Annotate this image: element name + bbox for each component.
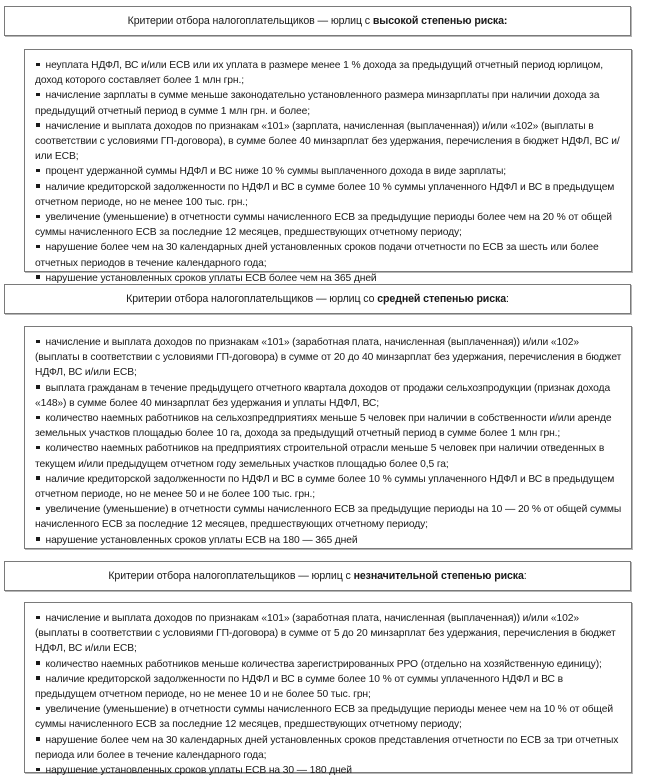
list-item: [35, 672, 623, 702]
bullet-icon: [36, 169, 40, 173]
bullet-icon: [36, 275, 40, 279]
list-item-text: начисление и выплата доходов по признакам «101» (заработная плата, начисленная (выплаченная)) и/или «102» (выплаты в соответствии с условиями ГП-договора) в сумме от 5 до 20 минзарплат без удержания, перечисления в бюджет НДФЛ, ВС и/или ЕСВ;: [35, 613, 616, 655]
bullet-icon: [36, 507, 40, 511]
list-item-text: наличие кредиторской задолженности по НДФЛ и ВС в сумме более 10 % суммы уплаченного НДФЛ и ВС в предыдущем отчетном периоде, но не менее 100 тыс. грн.;: [35, 181, 615, 208]
list-item-text: начисление зарплаты в сумме меньше законодательно установленного размера минзарплаты при наличии дохода за предыдущий отчетный период в сумме 1 млн грн. и более;: [35, 90, 600, 117]
list-item: [35, 502, 623, 532]
list-item-text: начисление и выплата доходов по признакам «101» (заработная плата, начисленная (выплаченная)) и/или «102» (выплаты в соответствии с условиями ГП-договора) в сумме от 20 до 40 минзарплат без удержания, перечисления в бюджет НДФЛ, ВС и/или ЕСВ;: [35, 337, 622, 379]
list-item: [35, 702, 623, 732]
list-item: [35, 180, 623, 210]
high-risk-header: [4, 6, 631, 36]
list-item: [35, 58, 623, 88]
bullet-icon: [36, 63, 40, 67]
medium-risk-criteria-list: [24, 326, 632, 549]
bullet-icon: [36, 446, 40, 450]
header-risk-level: незначительной степенью риска: [353, 570, 524, 582]
list-item-text: нарушение установленных сроков уплаты ЕСВ на 180 — 365 дней: [45, 534, 358, 546]
list-item-text: увеличение (уменьшение) в отчетности суммы начисленного ЕСВ за предыдущие периоды более чем на 20 % от общей суммы начисленного ЕСВ за последние 12 месяцев, предшествующих отчетному периоду;: [35, 212, 612, 239]
list-item-text: нарушение установленных сроков уплаты ЕСВ более чем на 365 дней: [45, 272, 377, 284]
list-item: [35, 411, 623, 441]
bullet-icon: [36, 537, 40, 541]
list-item: [35, 88, 623, 118]
bullet-icon: [36, 707, 40, 711]
bullet-icon: [36, 416, 40, 420]
medium-risk-header: [4, 284, 631, 314]
list-item: [35, 657, 623, 672]
list-item-text: наличие кредиторской задолженности по НДФЛ и ВС в сумме более 10 % суммы уплаченного НДФЛ и ВС в предыдущем отчетном периоде, но не менее 50 и не более 100 тыс. грн.;: [35, 473, 615, 501]
list-item: [35, 119, 623, 165]
bullet-icon: [36, 737, 40, 741]
list-item-text: количество наемных работников на сельхозпредприятиях меньше 5 человек при наличии в собственности и/или аренде земельных участков площадью более 10 га, дохода за предыдущий отчетный период в сумме более 1 млн грн.;: [35, 413, 612, 440]
header-risk-level: средней степенью риска: [377, 293, 507, 305]
header-suffix: :: [506, 293, 509, 305]
bullet-icon: [36, 340, 40, 344]
list-item-text: нарушение более чем на 30 календарных дней установленных сроков представления отчетности по ЕСВ за три отчетных периода или более в течение календарного года;: [35, 734, 619, 761]
list-item-text: наличие кредиторской задолженности по НДФЛ и ВС в сумме более 10 % от суммы уплаченного НДФЛ и ВС в предыдущем отчетном периоде, но не менее 10 и не более 50 тыс. грн;: [35, 673, 563, 701]
list-item-text: выплата гражданам в течение предыдущего отчетного квартала доходов от продажи сельхозпродукции (признак дохода «148») в сумме более 40 минзарплат без удержания и уплаты НДФЛ, ВС;: [35, 382, 611, 409]
bullet-icon: [36, 476, 40, 480]
list-item: [35, 381, 623, 411]
bullet-icon: [36, 245, 40, 249]
bullet-icon: [36, 184, 40, 188]
list-item: [35, 441, 623, 471]
list-item: [35, 611, 623, 657]
list-item-text: неуплата НДФЛ, ВС и/или ЕСВ или их уплата в размере менее 1 % дохода за предыдущий отчетный период юрлицом, доход которого составляет более 1 млн грн.;: [35, 60, 603, 87]
list-item: [35, 240, 623, 270]
header-prefix: Критерии отбора налогоплательщиков — юрлиц с: [108, 570, 351, 582]
bullet-icon: [36, 93, 40, 97]
list-item-text: начисление и выплата доходов по признакам «101» (зарплата, начисленная (выплаченная)) и/или «102» (выплаты в соответствии с условиями ГП-договора), в сумме более 40 минзарплат без удержания, перечисления в бюджет НДФЛ, ВС и/или ЕСВ;: [35, 120, 620, 163]
list-item: [35, 164, 623, 179]
list-item: [35, 335, 623, 381]
list-item: [35, 733, 623, 763]
list-item-text: нарушение установленных сроков уплаты ЕСВ на 30 — 180 дней: [45, 765, 352, 777]
bullet-icon: [36, 385, 40, 389]
low-risk-criteria-list: [24, 602, 632, 777]
high-risk-criteria-list: [24, 49, 632, 284]
low-risk-header: [4, 561, 631, 591]
header-prefix: Критерии отбора налогоплательщиков — юрлиц с: [127, 15, 371, 27]
list-item-text: увеличение (уменьшение) в отчетности суммы начисленного ЕСВ за предыдущие периоды менее чем на 10 % от общей суммы начисленного ЕСВ за последние 12 месяцев, предшествующих отчетному периоду;: [35, 704, 614, 731]
header-risk-level: высокой степенью риска:: [372, 15, 508, 27]
bullet-icon: [36, 123, 40, 127]
list-item-text: процент удержанной суммы НДФЛ и ВС ниже 10 % суммы выплаченного дохода в виде зарплаты;: [45, 166, 507, 178]
header-suffix: :: [523, 570, 527, 582]
list-item-text: нарушение более чем на 30 календарных дней установленных сроков подачи отчетности по ЕСВ за шесть или более отчетных периодов в течение календарного года;: [35, 242, 599, 269]
bullet-icon: [36, 676, 40, 680]
list-item: [35, 210, 623, 240]
list-item-text: количество наемных работников меньше количества зарегистрированных РРО (отдельно на хозяйственную единицу);: [45, 658, 602, 670]
header-prefix: Критерии отбора налогоплательщиков — юрлиц со: [126, 293, 375, 305]
bullet-icon: [36, 215, 40, 219]
bullet-icon: [36, 616, 40, 620]
list-item-text: количество наемных работников на предприятиях строительной отрасли меньше 5 человек при наличии отведенных в текущем и/или предыдущем отчетном году земельных участков площадью более 0,5 га;: [35, 443, 605, 470]
list-item: [35, 472, 623, 502]
bullet-icon: [36, 661, 40, 665]
bullet-icon: [36, 768, 40, 772]
list-item-text: увеличение (уменьшение) в отчетности суммы начисленного ЕСВ за предыдущие периоды на 10 — 20 % от общей суммы начисленного ЕСВ за последние 12 месяцев, предшествующих отчетному периоду;: [35, 504, 622, 531]
list-item: [35, 533, 623, 548]
